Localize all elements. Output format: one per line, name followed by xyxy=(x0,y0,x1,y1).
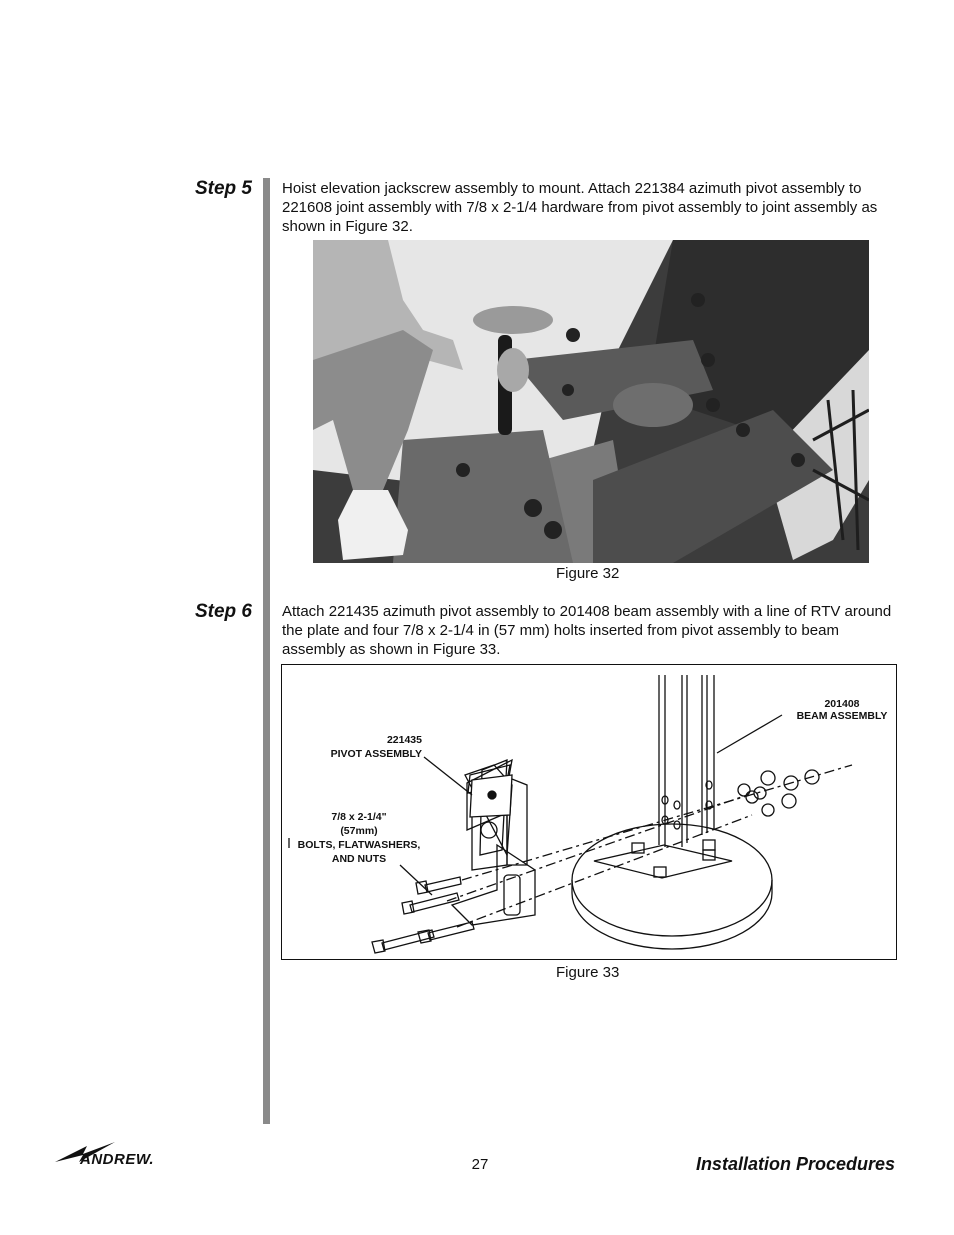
bolts-type-callout: BOLTS, FLATWASHERS, xyxy=(297,839,421,851)
pivot-name-callout: PIVOT ASSEMBLY xyxy=(330,748,422,760)
page-number: 27 xyxy=(471,1156,489,1173)
bolts-size-callout: 7/8 x 2-1/4" xyxy=(331,811,387,823)
logo-text: ANDREW. xyxy=(80,1151,155,1168)
step-5-text: Hoist elevation jackscrew assembly to mount. Attach 221384 azimuth pivot assembly to 221608 joint assembly with 7/8 x 2-1/4 hardware from pivot assembly to joint assembly as shown in Figure 32. xyxy=(282,180,878,235)
figure-32-caption: Figure 32 xyxy=(556,565,620,582)
margin-rule xyxy=(263,178,270,1124)
bolts-metric-callout: (57mm) xyxy=(340,825,378,837)
bolts-nuts-callout: AND NUTS xyxy=(331,853,387,865)
step-6-label: Step 6 xyxy=(194,601,252,622)
pivot-number-callout: 221435 xyxy=(386,734,422,746)
figure-33-diagram xyxy=(281,664,897,960)
figure-32-photo xyxy=(313,240,869,563)
beam-number-callout: 201408 xyxy=(824,698,860,710)
step-6-text: Attach 221435 azimuth pivot assembly to 201408 beam assembly with a line of RTV around the plate and four 7/8 x 2-1/4 in (57 mm) holts inserted from pivot assembly to beam assembly as shown in Figure 33. xyxy=(282,603,892,658)
beam-name-callout: BEAM ASSEMBLY xyxy=(796,710,888,722)
figure-33-caption: Figure 33 xyxy=(556,964,620,981)
section-title: Installation Procedures xyxy=(695,1154,895,1174)
step-5-label: Step 5 xyxy=(194,178,252,199)
andrew-logo xyxy=(55,1142,175,1174)
